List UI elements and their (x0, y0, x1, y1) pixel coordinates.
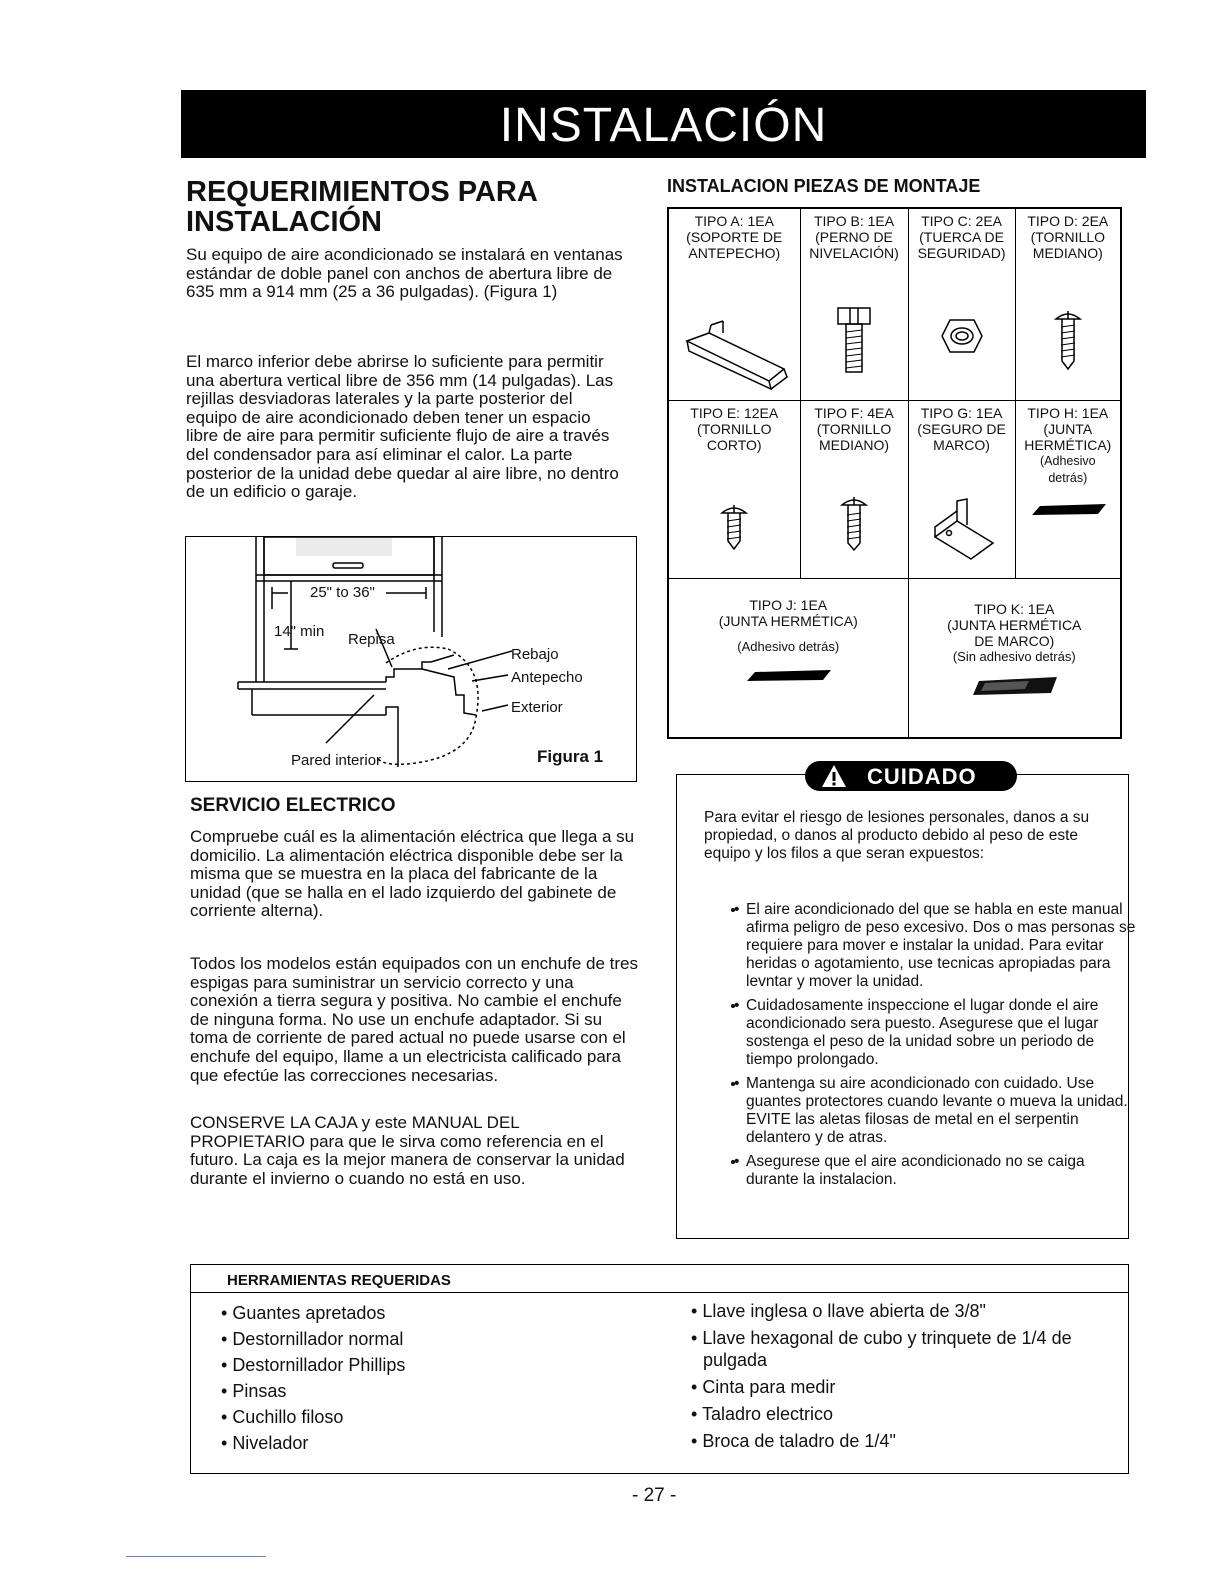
electrical-title: SERVICIO ELECTRICO (190, 795, 396, 816)
tool-item: • Nivelador (221, 1430, 405, 1456)
page-title: INSTALACIÓN (499, 99, 828, 152)
tools-title: HERRAMIENTAS REQUERIDAS (191, 1265, 1128, 1293)
part-a-l2: (SOPORTE DE (686, 229, 783, 245)
part-e-l1: TIPO E: 12EA (690, 404, 779, 421)
part-k-l3: DE MARCO) (974, 632, 1055, 649)
part-b (800, 208, 908, 400)
frame-seal-icon (969, 675, 1059, 697)
height-label: 14" min (274, 623, 325, 640)
part-b-l1: TIPO B: 1EA (813, 213, 895, 229)
tool-item: • Pinsas (221, 1378, 405, 1404)
medium-screw-f-icon (839, 495, 869, 551)
label-rebajo: Rebajo (511, 646, 559, 663)
warning-icon (821, 764, 847, 788)
tool-item: • Guantes apretados (221, 1300, 405, 1326)
part-b-l3: NIVELACIÓN) (809, 245, 899, 261)
requirements-title (186, 177, 538, 237)
part-c (908, 208, 1015, 400)
figure-caption: Figura 1 (537, 747, 604, 766)
part-h-note2: detrás) (1048, 470, 1088, 485)
tool-item: • Llave hexagonal de cubo y trinquete de 1/4 de pulgada (691, 1327, 1111, 1371)
part-g-l2: (SEGURO DE (917, 420, 1006, 437)
figure-1 (185, 536, 637, 782)
caution-item: • • Mantenga su aire acondicionado con cuidado. Use guantes protectores cuando levante o mueva la unidad. EVITE las aletas filosas de metal en el serpentin delantero y de atras. (746, 1075, 1136, 1147)
part-d-l1: TIPO D: 2EA (1027, 213, 1109, 229)
part-g-l1: TIPO G: 1EA (920, 404, 1003, 421)
part-f-l2: (TORNILLO (816, 420, 892, 437)
tools-right-list (691, 1300, 1111, 1457)
parts-table (667, 207, 1122, 739)
part-g-l3: MARCO) (933, 436, 990, 453)
caution-item: • • Cuidadosamente inspeccione el lugar donde el aire acondicionado sera puesto. Asegurese que el lugar sostenga el peso de la unidad sobre un periodo de tiempo prolongado. (746, 997, 1136, 1069)
part-c-l2: (TUERCA DE (919, 229, 1004, 245)
part-h-l2: (JUNTA (1043, 420, 1093, 437)
part-d (1015, 208, 1121, 400)
part-c-l3: SEGURIDAD) (917, 245, 1006, 261)
part-f-l3: MEDIANO) (819, 436, 889, 453)
short-screw-icon (719, 503, 749, 551)
tools-left-list (221, 1300, 405, 1456)
requirements-para2: El marco inferior debe abrirse lo suficiente para permitir una abertura vertical libre de 356 mm (14 pulgadas). Las rejillas desviadoras laterales y la parte posterior del equipo de aire acondicionado deben tener un espacio libre de aire para permitir suficiente flujo de aire a través del condensador para así eliminar el calor. La parte posterior de la unidad debe quedar al aire libre, no dentro de un edificio o garaje. (186, 352, 619, 502)
part-b-l2: (PERNO DE (815, 229, 893, 245)
part-h-l1: TIPO H: 1EA (1027, 404, 1109, 421)
tools-box (190, 1264, 1129, 1474)
part-k-l1: TIPO K: 1EA (974, 600, 1055, 617)
part-a (668, 208, 800, 400)
part-d-l3: MEDIANO) (1032, 245, 1103, 261)
parts-title: INSTALACION PIEZAS DE MONTAJE (667, 176, 981, 196)
width-label: 25" to 36" (310, 584, 375, 601)
caution-title: CUIDADO (867, 764, 977, 789)
tool-item: • Cuchillo filoso (221, 1404, 405, 1430)
caution-box (676, 774, 1136, 1239)
part-j-note: (Adhesivo detrás) (737, 638, 840, 654)
caution-intro: Para evitar el riesgo de lesiones personales, danos a su propiedad, o danos al producto debido al peso de este equipo y los filos a que seran expuestos: (704, 809, 1090, 862)
part-f (800, 400, 908, 578)
electrical-para2: Todos los modelos están equipados con un enchufe de tres espigas para suministrar un servicio correcto y una conexión a tierra segura y positiva. No cambie el enchufe de ninguna forma. No use un enchufe adaptador. Si su toma de corriente de pared actual no puede usarse con el enchufe del equipo, llame a un electricista calificado para que efectúe las correcciones necesarias. (190, 954, 638, 1085)
caution-item: • • Asegurese que el aire acondicionado no se caiga durante la instalacion. (746, 1153, 1136, 1189)
electrical-para3: CONSERVE LA CAJA y este MANUAL DEL PROPIETARIO para que le sirva como referencia en el futuro. La caja es la mejor manera de conservar la unidad durante el invierno o cuando no está en uso. (190, 1113, 625, 1188)
page-title-banner (181, 90, 1146, 158)
caution-item: • • El aire acondicionado del que se habla en este manual afirma peligro de peso excesivo. Dos o mas personas se requiere para mover e instalar la unidad. Para evitar heridas o agotamiento, use tecnicas apropiadas para levntar y mover la unidad. (746, 901, 1136, 991)
page-number: - 27 - (632, 1485, 677, 1506)
tool-item: • Llave inglesa o llave abierta de 3/8" (691, 1300, 1111, 1322)
caution-list (706, 901, 1136, 1195)
part-g (908, 400, 1015, 578)
part-e-l3: CORTO) (706, 436, 762, 453)
bottom-rule (126, 1556, 266, 1557)
window-diagram (186, 537, 636, 781)
part-d-l2: (TORNILLO (1030, 229, 1106, 245)
part-h-note1: (Adhesivo (1040, 453, 1096, 468)
part-j (668, 578, 908, 738)
part-j-l2: (JUNTA HERMÉTICA) (718, 612, 858, 629)
sill-bracket-icon (679, 311, 789, 391)
label-pared-interior: Pared interior (291, 752, 382, 769)
part-a-l3: ANTEPECHO) (688, 245, 781, 261)
requirements-title-line1: REQUERIMIENTOS PARA (186, 176, 538, 208)
part-f-l1: TIPO F: 4EA (814, 404, 894, 421)
tool-item: • Taladro electrico (691, 1403, 1111, 1425)
part-k (908, 578, 1121, 738)
label-repisa: Repisa (348, 631, 395, 648)
part-k-note: (Sin adhesivo detrás) (952, 648, 1076, 664)
label-exterior: Exterior (511, 699, 563, 716)
part-c-l1: TIPO C: 2EA (921, 213, 1002, 229)
caution-header (805, 761, 1017, 791)
part-h-l3: HERMÉTICA) (1024, 436, 1112, 453)
part-a-l1: TIPO A: 1EA (694, 213, 774, 229)
part-h (1015, 400, 1121, 578)
seal-strip-icon (1028, 503, 1108, 517)
part-e-l2: (TORNILLO (697, 420, 772, 437)
tool-item: • Cinta para medir (691, 1376, 1111, 1398)
frame-lock-icon (927, 497, 997, 561)
label-antepecho: Antepecho (511, 669, 583, 686)
part-j-l1: TIPO J: 1EA (749, 596, 828, 613)
lock-nut-icon (940, 316, 984, 356)
requirements-para1: Su equipo de aire acondicionado se instalará en ventanas estándar de doble panel con anchos de abertura libre de 635 mm a 914 mm (25 a 36 pulgadas). (Figura 1) (186, 245, 623, 302)
seal-j-icon (743, 669, 833, 683)
medium-screw-icon (1053, 309, 1083, 371)
tool-item: • Broca de taladro de 1/4" (691, 1430, 1111, 1452)
tool-item: • Destornillador normal (221, 1326, 405, 1352)
part-k-l2: (JUNTA HERMÉTICA (947, 616, 1082, 633)
tool-item: • Destornillador Phillips (221, 1352, 405, 1378)
part-e (668, 400, 800, 578)
leveling-bolt-icon (834, 306, 874, 376)
electrical-para1: Compruebe cuál es la alimentación eléctrica que llega a su domicilio. La alimentación eléctrica disponible debe ser la misma que se muestra en la placa del fabricante de la unidad (que se halla en el lado izquierdo del gabinete de corriente alterna). (190, 827, 635, 921)
requirements-title-line2: INSTALACIÓN (186, 206, 383, 238)
